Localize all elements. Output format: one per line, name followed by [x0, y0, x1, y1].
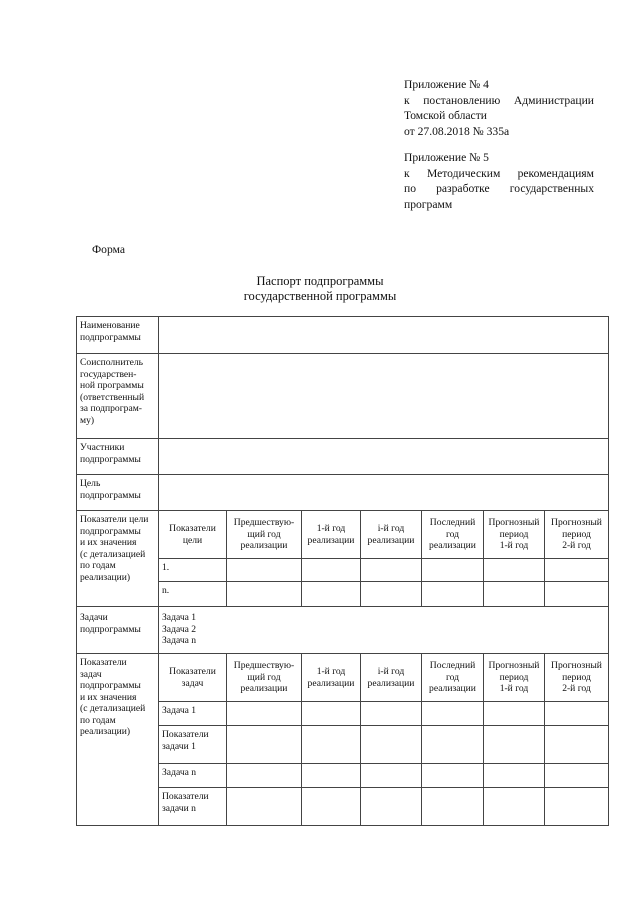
header-line: Прогнозный	[551, 517, 602, 529]
appendix-4-region: Томской области	[404, 109, 487, 122]
row-label	[77, 607, 159, 654]
cell-line: Показатели	[162, 729, 209, 740]
value-cell[interactable]	[302, 582, 361, 607]
row-label	[77, 439, 159, 475]
cell-line: Задача n	[162, 767, 197, 778]
header-line: задач	[181, 677, 204, 689]
header-line: реализации	[429, 540, 476, 552]
row-label	[77, 475, 159, 511]
header-line: Предшествую-	[233, 660, 295, 672]
header-line: Последний	[429, 517, 476, 529]
header-line: год	[445, 528, 460, 540]
appendix-5-line4: программ	[404, 197, 453, 211]
table-row-name	[77, 317, 609, 354]
form-label: Форма	[92, 243, 125, 256]
word: к	[404, 166, 410, 180]
label-line: реализации)	[80, 571, 131, 583]
passport-table	[76, 316, 609, 826]
title-line: государственной программы	[243, 289, 397, 303]
table-row-goal	[77, 475, 609, 511]
goal-indicator-cell[interactable]: 1.	[159, 559, 227, 582]
header-line: реализации	[240, 540, 288, 552]
header-line: реализации	[429, 683, 476, 695]
appendix-4-date: от 27.08.2018 № 335а	[404, 124, 510, 138]
value-cell[interactable]	[361, 726, 422, 764]
word: по	[404, 182, 417, 195]
column-header	[545, 654, 609, 702]
appendix-5-line2	[404, 166, 594, 182]
value-cell[interactable]	[227, 582, 302, 607]
header-line: реализации	[307, 677, 355, 689]
value-cell[interactable]	[159, 354, 609, 439]
header-line: 2-й год	[562, 540, 591, 552]
word: Администрации	[513, 93, 594, 107]
value-cell[interactable]	[227, 702, 302, 726]
word: разработке	[436, 182, 490, 195]
label-line: Участники	[80, 442, 125, 453]
column-header	[484, 511, 545, 559]
header-line: i-й год	[377, 523, 405, 534]
value-cell[interactable]	[302, 559, 361, 582]
table-row-participants	[77, 439, 609, 475]
appendix-4-resolution-line	[404, 93, 594, 109]
header-line: Прогнозный	[488, 517, 540, 529]
column-header	[227, 654, 302, 702]
label-line: государствен-	[80, 368, 137, 380]
column-header	[484, 654, 545, 702]
label-line: Показатели цели	[80, 514, 149, 525]
label-line: задач	[80, 668, 102, 680]
header-line: i-й год	[377, 666, 405, 677]
task-indicator-cell[interactable]	[159, 764, 227, 788]
label-line: по годам	[80, 560, 116, 571]
label-line: (с детализацией	[80, 703, 146, 714]
label-line: подпрограммы	[80, 680, 141, 691]
task-indicator-cell[interactable]	[159, 726, 227, 764]
value-cell[interactable]	[422, 764, 484, 788]
label-line: по годам	[80, 714, 116, 726]
label-line: (с детализацией	[80, 548, 146, 560]
word: постановлению	[423, 93, 501, 107]
column-header	[302, 511, 361, 559]
value-cell[interactable]	[484, 764, 545, 788]
value-cell[interactable]	[159, 475, 609, 511]
appendix-4-block	[404, 77, 594, 139]
label-line: за подпрограм-	[80, 403, 142, 414]
value-cell[interactable]	[484, 702, 545, 726]
label-line: (ответственный	[80, 391, 145, 403]
value-cell[interactable]	[545, 582, 609, 607]
label-line: и их значения	[80, 537, 137, 548]
column-header	[361, 511, 422, 559]
appendix-5-block	[404, 150, 594, 212]
cell-line: задачи n	[162, 802, 196, 814]
column-header	[302, 654, 361, 702]
task-item: Задача 2	[162, 623, 197, 635]
task-indicator-cell[interactable]	[159, 702, 227, 726]
label-line: подпрограммы	[80, 331, 141, 343]
document-title	[0, 274, 640, 304]
header-line: 1-й год	[316, 666, 346, 677]
appendix-4-title: Приложение № 4	[404, 78, 489, 91]
value-cell[interactable]	[361, 559, 422, 582]
header-line: реализации	[240, 683, 288, 695]
row-label	[77, 654, 159, 826]
row-label	[77, 354, 159, 439]
table-row-coexecutor	[77, 354, 609, 439]
column-header	[227, 511, 302, 559]
header-line: Предшествую-	[233, 517, 295, 529]
appendix-5-title: Приложение № 5	[404, 151, 489, 164]
header-line: период	[562, 528, 591, 540]
header-line: Прогнозный	[488, 660, 540, 672]
header-line: период	[499, 671, 529, 683]
appendix-5-line3	[404, 181, 594, 197]
header-line: 1-й год	[499, 540, 529, 552]
label-line: Соисполнитель	[80, 357, 144, 368]
value-cell[interactable]	[545, 702, 609, 726]
label-line: ной программы	[80, 380, 144, 391]
column-header	[422, 511, 484, 559]
column-header	[422, 654, 484, 702]
value-cell[interactable]	[227, 559, 302, 582]
label-line: Наименование	[80, 320, 140, 331]
value-cell[interactable]	[484, 582, 545, 607]
task-indicator-cell[interactable]	[159, 788, 227, 826]
label-line: подпрограммы	[80, 489, 141, 501]
value-cell[interactable]	[361, 788, 422, 826]
column-header	[361, 654, 422, 702]
header-line: год	[445, 671, 460, 683]
header-line: Показатели	[169, 666, 216, 677]
value-cell[interactable]	[227, 788, 302, 826]
header-line: щий год	[247, 671, 281, 683]
task-item: Задача 1	[162, 612, 197, 623]
title-line: Паспорт подпрограммы	[256, 274, 384, 288]
column-header	[545, 511, 609, 559]
value-cell[interactable]	[302, 702, 361, 726]
cell-line: Показатели	[162, 791, 209, 802]
table-row-tasks	[77, 607, 609, 654]
cell-line: Задача 1	[162, 705, 197, 716]
header-line: реализации	[367, 677, 415, 689]
label-line: Цель	[80, 478, 101, 489]
value-cell[interactable]	[422, 788, 484, 826]
value-cell[interactable]	[545, 559, 609, 582]
value-cell[interactable]	[159, 317, 609, 354]
label-line: подпрограммы	[80, 453, 141, 465]
header-line: щий год	[247, 528, 281, 540]
value-cell[interactable]	[422, 582, 484, 607]
word: Методическим	[426, 166, 501, 180]
header-line: Последний	[429, 660, 476, 672]
table-row-goal-indicators-header	[77, 511, 609, 559]
value-cell[interactable]	[484, 726, 545, 764]
value-cell[interactable]	[302, 726, 361, 764]
value-cell[interactable]	[545, 726, 609, 764]
value-cell[interactable]	[484, 559, 545, 582]
value-cell[interactable]	[302, 764, 361, 788]
label-line: Задачи	[80, 612, 108, 623]
value-cell[interactable]	[159, 439, 609, 475]
tasks-list-cell[interactable]	[159, 607, 609, 654]
table-row-task-indicators-header	[77, 654, 609, 702]
value-cell[interactable]	[422, 702, 484, 726]
header-line: Показатели	[169, 523, 216, 534]
value-cell[interactable]	[227, 764, 302, 788]
header-line: 1-й год	[316, 523, 346, 534]
label-line: подпрограммы	[80, 525, 141, 537]
task-item: Задача n	[162, 635, 197, 646]
value-cell[interactable]	[361, 764, 422, 788]
header-line: 1-й год	[499, 683, 529, 695]
header-line: реализации	[307, 534, 355, 546]
header-line: цели	[182, 534, 203, 546]
header-line: период	[499, 528, 529, 540]
label-line: реализации)	[80, 726, 131, 737]
header-line: 2-й год	[562, 683, 591, 695]
header-line: период	[562, 671, 591, 683]
column-header	[159, 511, 227, 559]
goal-indicator-cell[interactable]: n.	[159, 582, 227, 607]
label-line: и их значения	[80, 691, 137, 703]
column-header	[159, 654, 227, 702]
value-cell[interactable]	[422, 559, 484, 582]
word: рекомендациям	[517, 166, 594, 180]
value-cell[interactable]	[361, 702, 422, 726]
value-cell[interactable]	[545, 764, 609, 788]
value-cell[interactable]	[302, 788, 361, 826]
value-cell[interactable]	[484, 788, 545, 826]
cell-line: задачи 1	[162, 740, 196, 752]
word: государственных	[509, 182, 594, 195]
row-label	[77, 511, 159, 607]
value-cell[interactable]	[422, 726, 484, 764]
row-label	[77, 317, 159, 354]
value-cell[interactable]	[227, 726, 302, 764]
label-line: Показатели	[80, 657, 127, 668]
header-line: реализации	[367, 534, 415, 546]
word: к	[404, 93, 410, 107]
value-cell[interactable]	[361, 582, 422, 607]
label-line: му)	[80, 414, 95, 426]
value-cell[interactable]	[545, 788, 609, 826]
header-line: Прогнозный	[551, 660, 602, 672]
label-line: подпрограммы	[80, 623, 141, 635]
